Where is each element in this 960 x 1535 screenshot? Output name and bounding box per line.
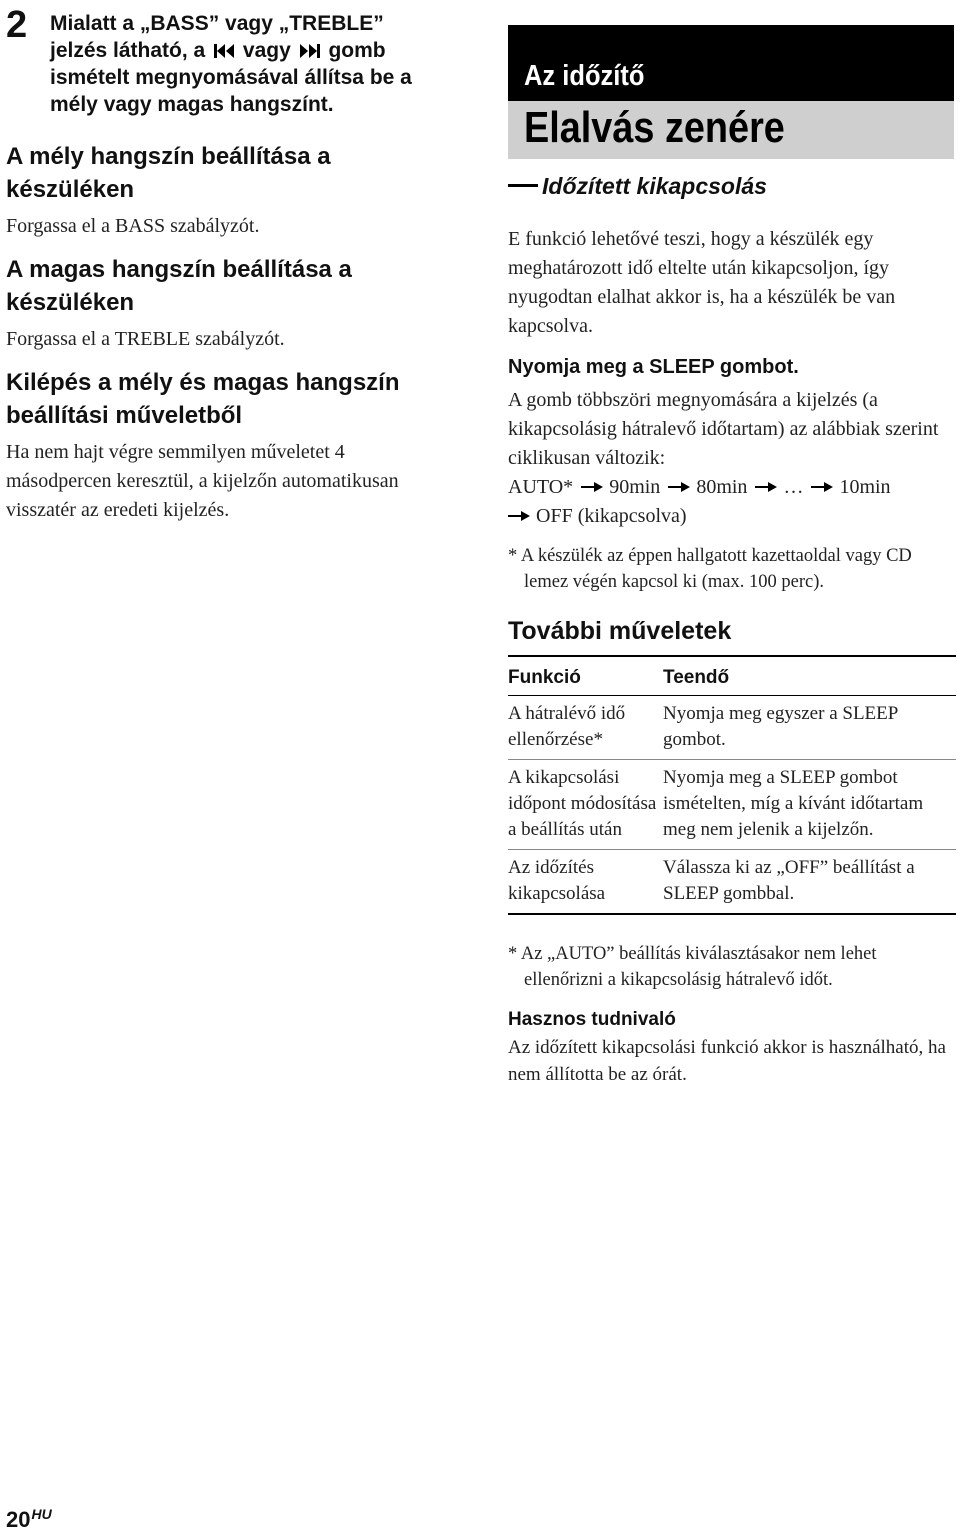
page-number-value: 20 [6,1507,31,1532]
seq-ellipsis: … [783,476,804,498]
cycle-sequence [508,473,954,531]
footnote-auto: * A készülék az éppen hallgatott kazettaoldal vagy CD lemez végén kapcsol ki (max. 100 perc). [508,546,912,592]
press-heading: Nyomja meg a SLEEP gombot. [508,356,799,378]
seq-80min: 80min [696,476,748,498]
table-header-row [508,656,956,696]
section-banner [508,25,954,101]
step-text-part2: vagy [242,39,291,62]
table-cell-action: Nyomja meg a SLEEP gombot ismételten, míg a kívánt időtartam meg nem jelenik a kijelzőn. [663,760,956,850]
bass-heading: A mély hangszín beállítása a készüléken [6,143,331,203]
arrow-right-icon [508,511,530,521]
right-column [508,25,954,1088]
page-number [6,1506,52,1533]
tip-text: Az időzített kikapcsolási funkció akkor is használható, ha nem állította be az órát. [508,1037,946,1085]
arrow-right-icon [755,482,777,492]
seq-off: OFF (kikapcsolva) [536,505,687,527]
step-text-part3: gomb ismételt megnyomásával állítsa be a mély vagy magas hangszínt. [50,39,412,116]
step-number: 2 [6,4,28,46]
previous-track-icon [213,43,235,59]
operations-table [508,655,956,915]
table-cell-function: A kikapcsolási időpont módosítása a beállítás után [508,760,663,850]
table-cell-action: Válassza ki az „OFF” beállítást a SLEEP gombbal. [663,850,956,915]
table-row [508,696,956,760]
bass-text: Forgassa el a BASS szabályzót. [6,215,260,237]
subtitle [508,171,954,201]
footnote-auto-check: * Az „AUTO” beállítás kiválasztásakor nem lehet ellenőrizni a kikapcsolásig hátralevő időt. [508,944,877,990]
arrow-right-icon [811,482,833,492]
page-language: HU [31,1506,52,1522]
table-row [508,760,956,850]
table-cell-function: Az időzítés kikapcsolása [508,850,663,915]
step-text-part1: Mialatt a „BASS” vagy „TREBLE” jelzés látható, a [50,12,384,62]
page-title-banner [508,101,954,159]
seq-10min: 10min [839,476,891,498]
exit-text: Ha nem hajt végre semmilyen műveletet 4 másodpercen keresztül, a kijelzőn automatikusan visszatér az eredeti kijelzés. [6,441,399,521]
subtitle-text: Időzített kikapcsolás [542,173,767,199]
exit-heading: Kilépés a mély és magas hangszín beállítási műveletből [6,369,400,429]
further-operations-heading: További műveletek [508,617,732,645]
subtitle-dash [508,184,538,187]
left-column [6,6,446,525]
table-cell-function: A hátralévő idő ellenőrzése* [508,696,663,760]
arrow-right-icon [668,482,690,492]
page-title: Elalvás zenére [524,103,785,152]
seq-90min: 90min [609,476,661,498]
arrow-right-icon [581,482,603,492]
table-header-function: Funkció [508,656,663,696]
treble-text: Forgassa el a TREBLE szabályzót. [6,328,285,350]
table-cell-action: Nyomja meg egyszer a SLEEP gombot. [663,696,956,760]
table-header-action: Teendő [663,656,956,696]
next-track-icon [299,43,321,59]
intro-text: E funkció lehetővé teszi, hogy a készülék egy meghatározott idő eltelte után kikapcsoljon, így nyugodtan elalhat akkor is, ha a készülék be van kapcsolva. [508,228,896,337]
treble-heading: A magas hangszín beállítása a készüléken [6,256,352,316]
step-instruction [50,6,446,118]
section-banner-label: Az időzítő [524,60,645,92]
press-text: A gomb többszöri megnyomására a kijelzés (a kikapcsolásig hátralevő időtartam) az alábbiak szerint ciklikusan változik: [508,389,939,469]
table-row [508,850,956,915]
seq-auto: AUTO* [508,476,574,498]
tip-heading: Hasznos tudnivaló [508,1009,676,1030]
